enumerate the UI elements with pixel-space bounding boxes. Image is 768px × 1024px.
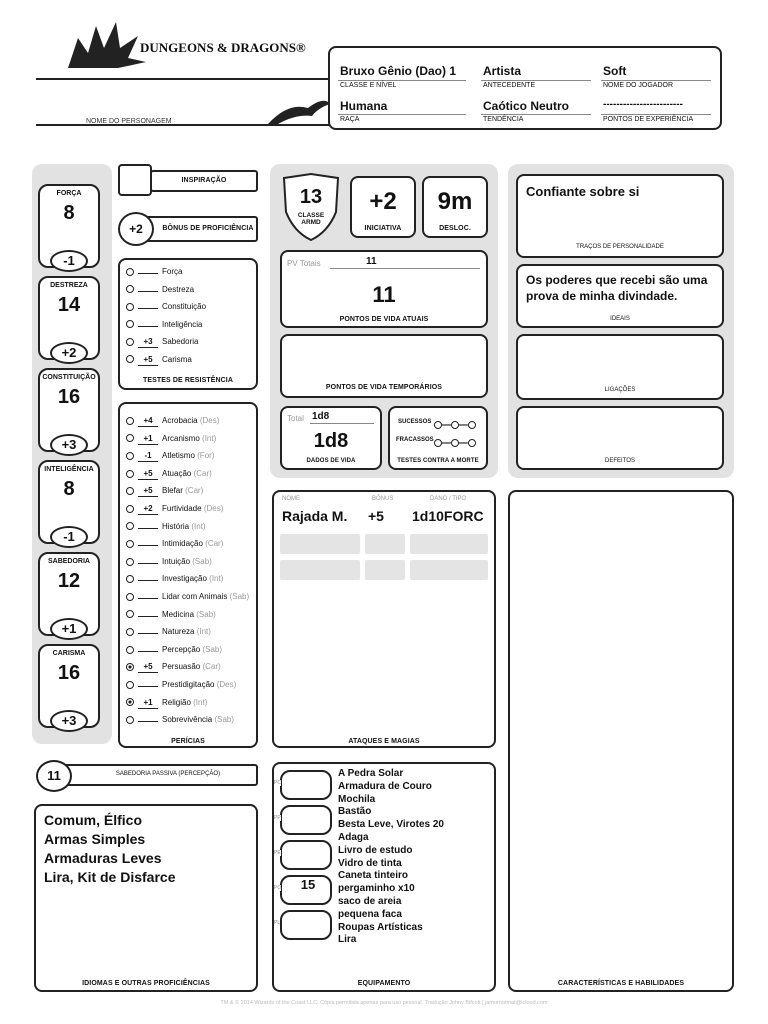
saving-throw-proficiency[interactable] [126,303,134,311]
skill-name: Atletismo [162,451,195,461]
coin-label: PP [274,815,281,821]
initiative-value: +2 [369,188,397,215]
saving-throw-row[interactable] [126,283,194,297]
xp-label: PONTOS DE EXPERIÊNCIA [603,116,694,123]
equipment-item[interactable]: Mochila [338,793,376,805]
hp-temp-label: PONTOS DE VIDA TEMPORÁRIOS [325,384,443,391]
skill-value[interactable]: +5 [138,486,158,497]
skill-name: Sobrevivência [162,715,213,725]
skill-proficiency[interactable] [126,593,134,601]
skill-name: Percepção [162,644,201,654]
skill-ability: (For) [197,451,215,461]
saving-throw-value[interactable] [138,273,158,274]
death-fail-3[interactable] [468,439,476,447]
attacks-box [272,490,496,748]
skill-proficiency[interactable] [126,540,134,548]
skill-ability: (Int) [196,627,211,637]
attack-row-1-bonus[interactable]: +5 [368,508,384,524]
equipment-item[interactable]: saco de areia [338,896,402,907]
hp-current-value: 11 [372,282,396,307]
skill-row[interactable] [126,660,221,674]
saving-throw-name: Destreza [162,284,195,294]
skill-value[interactable] [138,580,158,581]
player-name-label: NOME DO JOGADOR [603,82,674,89]
hp-current-label: PONTOS DE VIDA ATUAIS [339,316,429,323]
saving-throw-row[interactable] [126,335,198,349]
skill-name: Medicina [162,609,195,619]
skill-name: Intimidação [162,539,203,549]
flaws-label: DEFEITOS [605,458,635,464]
alignment-label: TENDÊNCIA [483,116,524,123]
attacks-col-damage: DANO / TIPO [430,496,467,502]
skill-value[interactable] [138,633,158,634]
skill-proficiency[interactable] [126,628,134,636]
ability-name: CARISMA [52,650,86,657]
coin-pe[interactable] [274,840,332,870]
dragon-logo-icon [58,18,150,76]
initiative-label: INICIATIVA [364,225,402,232]
hit-dice-total-value[interactable]: 1d8 [312,411,330,422]
attack-row-3-bonus[interactable] [365,560,405,580]
coin-pc[interactable] [274,770,332,800]
ability-modifier: +3 [50,434,88,456]
skill-ability: (Sab) [214,715,235,725]
skill-ability: (Car) [202,662,221,672]
skill-proficiency[interactable] [126,716,134,724]
coin-label: PE [274,850,281,856]
saving-throw-name: Inteligência [162,319,203,329]
skill-ability: (Des) [199,416,220,425]
passive-wisdom-label: SABEDORIA PASSIVA (PERCEPÇÃO) [115,771,221,777]
ability-score[interactable]: 8 [63,202,75,224]
skill-proficiency[interactable] [126,663,134,671]
attacks-col-bonus: BÔNUS [372,496,394,502]
skill-row[interactable] [126,432,216,446]
skill-proficiency[interactable] [126,487,134,495]
equipment-item[interactable]: Livro de estudo [338,844,413,856]
saving-throw-value[interactable] [138,326,158,327]
ability-carisma[interactable] [38,644,100,728]
death-success-boxes[interactable]: – – [434,416,476,434]
skill-row[interactable] [126,537,223,551]
skill-row[interactable] [126,678,236,692]
proficiency-label: BÔNUS DE PROFICIÊNCIA [162,225,254,232]
ideals-label: IDEAIS [610,316,630,322]
ability-modifier: +1 [50,618,88,640]
skill-value[interactable] [138,721,158,722]
skill-proficiency[interactable] [126,505,134,513]
header-banner [36,40,336,132]
equipment-item[interactable]: Bastão [338,806,372,818]
attack-row-1-damage[interactable]: 1d10FORC [412,508,484,524]
skill-value[interactable] [138,686,158,687]
skill-ability: (Des) [203,504,224,513]
player-name-value[interactable]: Soft [603,64,627,78]
skill-name: Investigação [162,574,207,584]
skill-row[interactable] [126,449,214,463]
skill-proficiency[interactable] [126,417,134,425]
skill-ability: (Sab) [229,592,250,601]
coin-label: PC [274,780,281,786]
saving-throw-name: Constituição [162,302,207,311]
skill-value[interactable]: +1 [138,434,158,445]
equipment-item[interactable]: Armadura de Couro [338,780,432,792]
skill-ability: (Int) [202,433,217,443]
ability-destreza[interactable] [38,276,100,360]
coin-label: PO [274,885,282,891]
skill-name: Atuação [162,468,192,478]
attack-row-1-name[interactable]: Rajada M. [282,508,348,524]
death-success-label: SUCESSOS [398,419,432,425]
traits-value: Confiante sobre si [526,184,640,199]
hit-dice-total-label: Total [287,414,304,423]
features-box[interactable] [508,490,734,992]
skill-ability: (Int) [191,521,206,531]
ability-modifier: +2 [50,342,88,364]
skill-ability: (Car) [205,539,224,549]
saving-throw-row[interactable] [126,353,192,367]
attack-row-2-damage[interactable] [410,534,488,554]
equipment-item[interactable]: pergaminho x10 [338,883,415,895]
skill-name: Blefar [162,486,183,496]
saving-throw-proficiency[interactable] [126,285,134,293]
attack-row-3-name[interactable] [280,560,360,580]
equipment-label: EQUIPAMENTO [357,980,411,987]
skill-proficiency[interactable] [126,470,134,478]
ability-inteligencia[interactable] [38,460,100,544]
hit-dice-value: 1d8 [313,430,349,452]
skill-value[interactable]: +4 [138,416,158,427]
death-fail-label: FRACASSOS [396,437,434,443]
skill-proficiency[interactable] [126,610,134,618]
equipment-item[interactable]: pequena faca [338,908,402,920]
alignment-value[interactable]: Caótico Neutro [483,99,570,113]
skill-row[interactable] [126,467,212,481]
character-name-label: NOME DO PERSONAGEM [86,118,172,125]
armor-class-label: CLASSE ARMD [297,212,325,226]
death-fail-2[interactable] [451,439,459,447]
skill-row[interactable] [126,643,222,657]
features-label: CARACTERÍSTICAS E HABILIDADES [557,980,685,987]
equipment-item[interactable]: Caneta tinteiro [338,870,409,882]
skill-value[interactable] [138,528,158,529]
skill-ability: (Car) [193,468,212,478]
saving-throw-value[interactable] [138,291,158,292]
ability-name: SABEDORIA [47,558,90,565]
ability-name: INTELIGÊNCIA [44,466,94,473]
skill-name: História [162,521,190,531]
skill-value[interactable]: +5 [138,469,158,480]
skill-proficiency[interactable] [126,646,134,654]
skill-row[interactable] [126,713,234,727]
proficiency-circle[interactable]: +2 [118,212,154,246]
equipment-item[interactable]: Besta Leve, Virotes 20 [338,819,444,831]
languages-label: IDIOMAS E OUTRAS PROFICIÊNCIAS [82,980,210,987]
skill-row[interactable] [126,502,223,516]
skill-row[interactable] [126,696,207,710]
skill-row[interactable] [126,520,206,534]
skill-row[interactable] [126,555,212,569]
hp-max-label: PV Totais [287,259,321,268]
ability-modifier: -1 [50,250,88,272]
ability-sabedoria[interactable] [38,552,100,636]
ability-modifier: +3 [50,710,88,732]
ability-score[interactable]: 12 [57,570,81,592]
skill-proficiency[interactable] [126,434,134,442]
equipment-item[interactable]: Adaga [338,832,369,843]
skill-value[interactable] [138,651,158,652]
death-success-2[interactable] [451,421,459,429]
death-success-3[interactable] [468,421,476,429]
class-level-value[interactable]: Bruxo Gênio (Dao) 1 [340,64,457,78]
skill-name: Acrobacia [162,416,198,425]
saving-throw-proficiency[interactable] [126,355,134,363]
skill-value[interactable]: +5 [138,662,158,673]
coin-pp[interactable] [274,805,332,835]
hit-dice-label: DADOS DE VIDA [306,458,356,464]
coin-label: PL [274,920,281,926]
saving-throws-label: TESTES DE RESISTÊNCIA [142,377,233,384]
race-label: RAÇA [340,116,360,123]
skill-ability: (Sab) [196,609,216,619]
saving-throw-proficiency[interactable] [126,338,134,346]
saving-throw-name: Sabedoria [162,337,199,346]
saving-throw-proficiency[interactable] [126,268,134,276]
ability-name: FORÇA [56,190,82,197]
skill-name: Furtividade [162,504,202,513]
skill-name: Religião [162,697,191,707]
skill-row[interactable] [126,484,203,498]
languages-line-1: Comum, Élfico [44,812,143,828]
skill-ability: (Sab) [192,556,212,566]
death-success-1[interactable] [434,421,442,429]
logo-text: DUNGEONS & DRAGONS® [140,40,306,55]
saving-throw-name: Força [162,267,183,276]
skill-name: Prestidigitação [162,680,215,689]
equipment-item[interactable]: Roupas Artísticas [338,921,423,933]
skill-name: Lidar com Animais [162,592,228,601]
skill-proficiency[interactable] [126,558,134,566]
saving-throw-row[interactable] [126,300,206,314]
skill-row[interactable] [126,572,223,586]
skill-ability: (Car) [185,486,204,496]
armor-class-value: 13 [299,186,323,208]
passive-wisdom-value[interactable]: 11 [36,760,72,792]
skill-proficiency[interactable] [126,522,134,530]
attacks-label: ATAQUES E MAGIAS [348,738,420,745]
skill-ability: (Des) [216,680,237,689]
saving-throw-proficiency[interactable] [126,320,134,328]
attack-row-2-bonus[interactable] [365,534,405,554]
ability-score[interactable]: 14 [57,294,81,316]
ability-modifier: -1 [50,526,88,548]
speed-label: DESLOC. [439,225,471,232]
speed-value: 9m [437,188,473,215]
equipment-item[interactable]: A Pedra Solar [338,768,404,779]
skill-proficiency[interactable] [126,698,134,706]
race-value[interactable]: Humana [340,99,388,113]
inspiration-label: INSPIRAÇÃO [181,177,227,184]
skill-value[interactable]: +1 [138,698,158,709]
skill-value[interactable] [138,616,158,617]
languages-line-2: Armas Simples [44,831,146,847]
skill-row[interactable] [126,608,216,622]
ability-name: CONSTITUIÇÃO [42,374,96,381]
background-label: ANTECEDENTE [483,82,536,89]
skill-ability: (Int) [209,574,224,584]
bonds-label: LIGAÇÕES [604,387,636,393]
equipment-item[interactable]: Lira [338,934,357,946]
skill-value[interactable]: -1 [138,451,158,462]
skill-value[interactable] [138,545,158,546]
attacks-col-name: NOME [282,496,300,502]
skill-row[interactable] [126,625,211,639]
skill-name: Natureza [162,627,195,637]
skill-name: Intuição [162,556,191,566]
skill-row[interactable] [126,414,219,428]
ability-constituicao[interactable] [38,368,100,452]
ability-score[interactable]: 16 [57,386,81,408]
hp-max-value[interactable]: 11 [366,256,377,267]
saving-throw-value[interactable]: +5 [138,355,158,366]
skill-row[interactable] [126,590,249,604]
saving-throw-name: Carisma [162,354,192,364]
xp-value[interactable]: ------------------------ [603,99,683,110]
scroll-dragon-icon [268,96,332,126]
inspiration-checkbox[interactable] [118,164,152,196]
traits-label: TRAÇOS DE PERSONALIDADE [576,244,664,250]
attack-row-2-name[interactable] [280,534,360,554]
skill-proficiency[interactable] [126,575,134,583]
class-level-label: CLASSE E NÍVEL [340,82,397,89]
coin-pl[interactable] [274,910,332,940]
ability-score[interactable]: 16 [57,662,81,684]
death-fail-boxes[interactable]: – – [434,434,476,452]
skill-value[interactable]: +2 [138,504,158,515]
skill-name: Arcanismo [162,433,200,443]
ideals-value: Os poderes que recebi são uma prova de minha divindade. [526,273,708,303]
equipment-item[interactable]: Vidro de tinta [338,857,402,869]
skill-value[interactable] [138,563,158,564]
death-fail-1[interactable] [434,439,442,447]
ability-forca[interactable] [38,184,100,268]
skill-value[interactable] [138,598,158,599]
saving-throw-value[interactable]: +3 [138,337,158,348]
skill-name: Persuasão [162,662,201,672]
attack-row-3-damage[interactable] [410,560,488,580]
saving-throw-row[interactable] [126,318,202,332]
ability-name: DESTREZA [50,282,88,289]
skill-ability: (Int) [193,697,208,707]
background-value[interactable]: Artista [483,64,522,78]
skill-ability: (Sab) [202,644,223,654]
gold-value[interactable]: 15 [300,877,316,892]
saving-throw-row[interactable] [126,265,182,279]
skill-proficiency[interactable] [126,681,134,689]
languages-line-4: Lira, Kit de Disfarce [44,869,176,885]
death-saves-label: TESTES CONTRA A MORTE [397,458,479,464]
ability-score[interactable]: 8 [63,478,75,500]
saving-throw-value[interactable] [138,308,158,309]
armor-class-shield[interactable] [280,172,342,242]
skill-proficiency[interactable] [126,452,134,460]
footer-copyright: TM & © 2014 Wizards of the Coast LLC. Cópia permitida apenas para uso pessoal. Tradução Johny Bifcott | jamornotmat@icloud.com [220,1000,548,1006]
languages-line-3: Armaduras Leves [44,850,162,866]
skills-label: PERÍCIAS [171,738,205,745]
